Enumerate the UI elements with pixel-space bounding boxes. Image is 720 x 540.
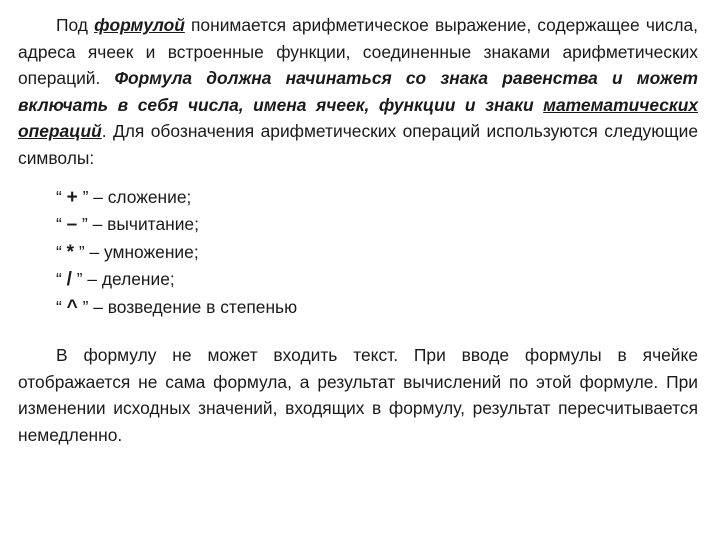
op-symbol-plus: + bbox=[66, 187, 78, 208]
operation-item-exponent bbox=[56, 294, 720, 321]
op-symbol-asterisk: * bbox=[66, 241, 75, 263]
intro-paragraph bbox=[18, 12, 698, 172]
op-description: ” – сложение; bbox=[77, 187, 192, 207]
op-description: ” – деление; bbox=[71, 269, 175, 290]
formula-rule: Формула должна начинаться со знака равенства и может включать в себя числа, имена ячеек, функции и знаки bbox=[18, 68, 698, 115]
formula-term: формулой bbox=[94, 15, 185, 35]
operation-item-addition bbox=[56, 184, 720, 211]
intro-text-3: . Для обозначения арифметических операций используются следующие символы: bbox=[18, 121, 698, 168]
op-open-quote: “ bbox=[56, 269, 67, 290]
op-open-quote: “ bbox=[56, 241, 67, 262]
operation-item-division bbox=[56, 266, 720, 293]
formula-rule-underlined: математических операций bbox=[18, 94, 698, 142]
op-description: ” – возведение в степенью bbox=[77, 296, 298, 317]
intro-text-2: понимается арифметическое выражение, содержащее числа, адреса ячеек и встроенные функции, соединенные знаками арифметических операций. bbox=[18, 15, 698, 89]
operations-list bbox=[18, 184, 720, 321]
op-symbol-slash: / bbox=[66, 269, 72, 291]
op-symbol-caret: ^ bbox=[66, 296, 78, 318]
outro-paragraph: В формулу не может входить текст. При вводе формулы в ячейке отображается не сама формула, а результат вычислений по этой формуле. При изменении исходных значений, входящих в формулу, результат пересчитывается немедленно. bbox=[18, 345, 698, 445]
op-open-quote: “ bbox=[56, 296, 67, 317]
operation-item-subtraction bbox=[56, 211, 720, 238]
op-open-quote: “ bbox=[56, 187, 67, 207]
op-symbol-minus: – bbox=[66, 214, 78, 236]
op-description: ” – вычитание; bbox=[77, 214, 199, 235]
op-open-quote: “ bbox=[56, 214, 67, 235]
op-description: ” – умножение; bbox=[74, 241, 199, 262]
operation-item-multiplication bbox=[56, 239, 720, 266]
intro-text-1: Под bbox=[56, 15, 95, 35]
